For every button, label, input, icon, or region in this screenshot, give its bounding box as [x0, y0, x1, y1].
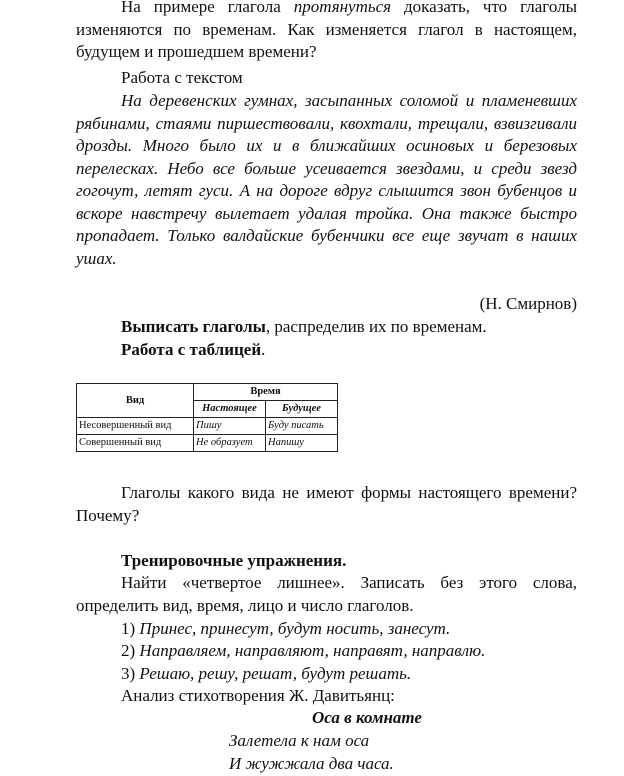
poem-line: И жужжала два часа. — [229, 754, 394, 773]
table-row — [77, 435, 338, 452]
text-body: На деревенских гумнах, засыпанных соломой и пламеневших рябинами, стаями пиршествовали, квохтали, трещали, взвизгивали дрозды. Много было их и в ближайших осиновых и березовых перелесках. Небо все больше усеивается звездами, и среди звезд гогочут, летят гуси. А на дороге вдруг слышится звон бубенцов и вскоре навстречу вылетает удалая тройка. Она также быстро пропадает. Только валдайские бубенчики все еще звучат в наших ушах. — [76, 91, 577, 268]
exercise-item — [121, 640, 485, 663]
work-text-label: Работа с текстом — [121, 68, 243, 87]
cell-future: Напишу — [266, 435, 338, 452]
exercise-text: Направляем, направляют, направят, направлю. — [139, 641, 486, 660]
exercise-item — [121, 663, 411, 686]
analysis-line: Анализ стихотворения Ж. Давитьянц: — [121, 686, 395, 705]
poem-title: Оса в комнате — [312, 708, 422, 727]
intro-text-end: доказать, что глаголы изменяются по временам. Как изменяется глагол в настоящем, будущем и прошедшем времени? — [76, 0, 578, 61]
task-write-verbs — [121, 316, 487, 339]
tense-table — [76, 383, 338, 452]
cell-present: Не образует — [194, 435, 266, 452]
task-table — [121, 339, 265, 362]
exercise-text: Решаю, решу, решат, будут решать. — [139, 664, 412, 683]
find-task: Найти «четвертое лишнее». Записать без этого слова, определить вид, время, лицо и число глаголов. — [76, 573, 577, 615]
exercise-number: 3) — [121, 664, 140, 683]
exercise-text: Принес, принесут, будут носить, занесут. — [139, 619, 451, 638]
poem-line: Залетела к нам оса — [229, 731, 370, 750]
table-row — [77, 418, 338, 435]
header-time: Время — [194, 384, 338, 401]
task-table-rest: . — [261, 340, 266, 359]
task-write-rest: , распределив их по временам. — [265, 317, 487, 336]
exercise-number: 1) — [121, 619, 140, 638]
subheader-future: Будущее — [266, 401, 338, 418]
cell-kind: Совершенный вид — [77, 435, 194, 452]
cell-future: Буду писать — [266, 418, 338, 435]
header-kind: Вид — [77, 384, 194, 418]
exercise-item — [121, 618, 450, 641]
task-write-bold: Выписать глаголы — [121, 317, 266, 336]
table-header-row — [77, 384, 338, 401]
training-title: Тренировочные упражнения. — [121, 551, 347, 570]
intro-paragraph — [76, 0, 577, 64]
subheader-present: Настоящее — [194, 401, 266, 418]
question-paragraph: Глаголы какого вида не имеют формы настоящего времени? Почему? — [76, 483, 577, 525]
cell-present: Пишу — [194, 418, 266, 435]
task-table-bold: Работа с таблицей — [121, 340, 262, 359]
text-author: (Н. Смирнов) — [479, 294, 577, 313]
exercise-number: 2) — [121, 641, 140, 660]
intro-verb: протянуться — [293, 0, 392, 16]
cell-kind: Несовершенный вид — [77, 418, 194, 435]
intro-text-start: На примере глагола — [121, 0, 294, 16]
